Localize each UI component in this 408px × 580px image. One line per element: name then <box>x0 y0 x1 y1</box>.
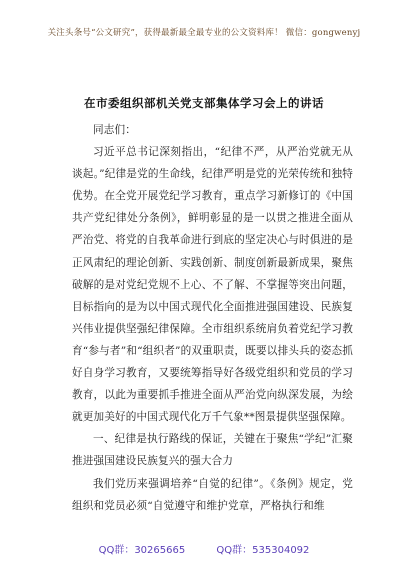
section-heading-1: 一、纪律是执行路线的保证，关键在于聚焦“学纪”汇聚推进强国建设民族复兴的强大合力 <box>72 433 353 468</box>
paragraph-1: 习近平总书记深刻指出，“纪律不严，从严治党就无从谈起。”纪律是党的生命线，纪律严明是党的光荣传统和独特优势。在全党开展党纪学习教育，重点学习新修订的《中国共产党纪律处分条例》，鲜明彰显的是一以贯之推进全面从严治党、将党的自我革命进行到底的坚定决心与时俱进的是正风肃纪的理论创新、实践创新、制度创新最新成果，聚焦破解的是对党纪党规不上心、不了解、不掌握等突出问题，目标指向的是为以中国式现代化全面推进强国建设、民族复兴伟业提供坚强纪律保障。全市组织系统肩负着党纪学习教育“参与者”和“组织者”的双重职责，既要以排头兵的姿态抓好自身学习教育，又要统筹指导好各级党组织和党员的学习教育，以此为重要抓手推进全面从严治党向纵深发展，为绘就更加美好的中国式现代化万千气象**图景提供坚强保障。 <box>72 146 353 424</box>
document-title: 在市委组织部机关党支部集体学习会上的讲话 <box>84 96 324 110</box>
document-body <box>72 119 353 517</box>
paragraph-2: 我们党历来强调培养“自觉的纪律”。《条例》规定，党组织和党员必须“自觉遵守和维护党章，严格执行和维 <box>72 477 353 512</box>
qq-footer <box>0 541 408 556</box>
qq-group-1: QQ群：30265665 <box>98 545 186 556</box>
promo-banner: 关注头条号“公文研究”，获得最新最全最专业的公文资料库！ 微信：gongwenyj <box>47 28 361 38</box>
salutation: 同志们： <box>93 124 136 136</box>
qq-group-2: QQ群：535304092 <box>216 545 310 556</box>
